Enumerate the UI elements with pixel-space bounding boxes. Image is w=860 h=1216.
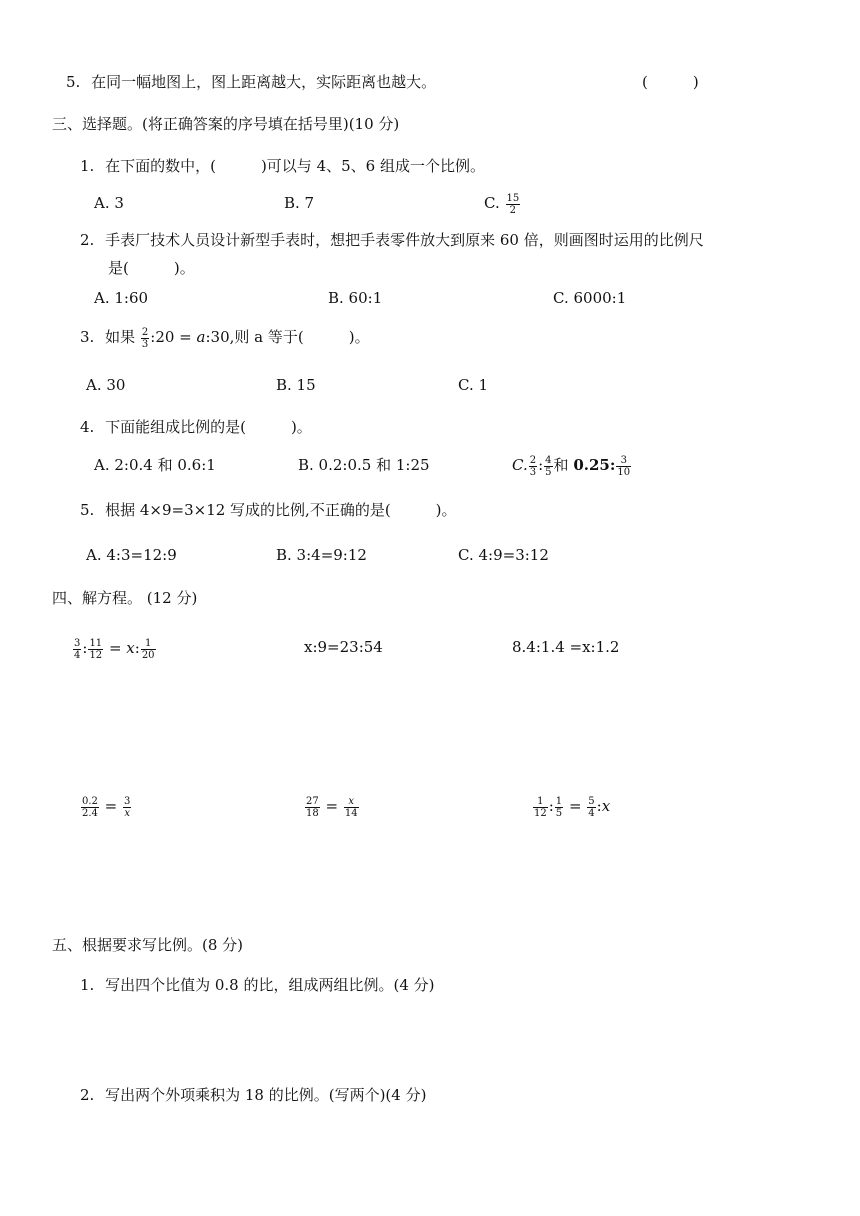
option-c[interactable]: C. 1 <box>458 376 489 394</box>
option-c[interactable]: C. 6000:1 <box>553 289 627 307</box>
math-text: 0.25: <box>573 456 616 474</box>
question-3 <box>80 320 370 354</box>
math-text: :30, <box>205 328 235 346</box>
equation-4: $\frac{0.2}{2.4}$ = $\frac{3}{x}$ <box>82 795 131 819</box>
item-number: 5. <box>66 73 81 91</box>
section-title-choice: 三、选择题。(将正确答案的序号填在括号里)(10 分) <box>52 115 400 133</box>
section-title-write-ratio: 五、根据要求写比例。(8 分) <box>52 936 244 954</box>
option-c[interactable] <box>484 186 521 220</box>
item-number: 2. <box>80 231 95 249</box>
judgement-item-5 <box>66 72 436 92</box>
question-5 <box>80 500 457 520</box>
option-a[interactable]: A. 4:3=12:9 <box>86 546 177 564</box>
option-b[interactable]: B. 0.2:0.5 和 1:25 <box>298 456 430 474</box>
item-text: 在同一幅地图上，图上距离越大，实际距离也越大。 <box>91 73 437 91</box>
option-b[interactable]: B. 7 <box>284 194 315 212</box>
fraction: $\frac{15}{2}$ <box>506 192 520 216</box>
math-text: 和 <box>553 456 569 474</box>
equation-6: $\frac{1}{12}$ : $\frac{1}{5}$ = $\frac{5}{4}$ :x <box>534 795 611 819</box>
option-a[interactable]: A. 3 <box>94 194 124 212</box>
write-item-1 <box>80 975 435 995</box>
option-a[interactable]: A. 1:60 <box>94 289 149 307</box>
option-c-label: C. <box>484 194 500 212</box>
item-text: 写出四个比值为 0.8 的比，组成两组比例。(4 分) <box>105 976 435 994</box>
question-text: 根据 4×9=3×12 写成的比例,不正确的是( )。 <box>105 501 457 519</box>
equation-5: $\frac{27}{18}$ = $\frac{x}{14}$ <box>306 795 358 819</box>
equation-3: 8.4:1.4 =x:1.2 <box>512 638 620 656</box>
equation-1: $\frac{3}{4}$ : $\frac{11}{12}$ = x: $\frac{1}{20}$ <box>74 637 155 661</box>
option-b[interactable]: B. 60:1 <box>328 289 383 307</box>
option-c-label: C. <box>512 456 528 474</box>
question-text: 在下面的数中，( )可以与 4、5、6 组成一个比例。 <box>105 157 485 175</box>
option-c[interactable] <box>512 448 632 482</box>
option-a[interactable]: A. 2:0.4 和 0.6:1 <box>94 456 216 474</box>
math-text: :20 = <box>150 328 197 346</box>
fraction: $\frac{2}{3}$ <box>529 454 537 478</box>
question-4 <box>80 417 312 437</box>
math-var: a <box>196 328 206 346</box>
question-text: 则 a 等于( )。 <box>234 328 370 346</box>
item-number: 2. <box>80 1086 95 1104</box>
item-number: 3. <box>80 328 95 346</box>
fraction: $\frac{4}{5}$ <box>545 454 552 478</box>
question-text-cont: 是( )。 <box>108 259 195 277</box>
item-number: 5. <box>80 501 95 519</box>
question-1 <box>80 156 485 176</box>
section-title-equations: 四、解方程。 (12 分) <box>52 589 198 607</box>
equation-2: x:9=23:54 <box>304 638 383 656</box>
question-pre: 如果 <box>105 328 136 346</box>
math-text: : <box>538 456 544 474</box>
write-item-2 <box>80 1085 426 1105</box>
question-2 <box>80 230 704 250</box>
option-a[interactable]: A. 30 <box>86 376 126 394</box>
item-number: 4. <box>80 418 95 436</box>
option-b[interactable]: B. 3:4=9:12 <box>276 546 367 564</box>
item-number: 1. <box>80 976 95 994</box>
question-text: 下面能组成比例的是( )。 <box>105 418 312 436</box>
fraction: $\frac{3}{10}$ <box>617 454 631 478</box>
fraction: $\frac{2}{3}$ <box>141 326 149 350</box>
option-b[interactable]: B. 15 <box>276 376 316 394</box>
option-c[interactable]: C. 4:9=3:12 <box>458 546 549 564</box>
item-number: 1. <box>80 157 95 175</box>
answer-paren: ( ) <box>642 73 699 91</box>
question-text: 手表厂技术人员设计新型手表时，想把手表零件放大到原来 60 倍，则画图时运用的比例尺 <box>105 231 704 249</box>
item-text: 写出两个外项乘积为 18 的比例。(写两个)(4 分) <box>105 1086 427 1104</box>
